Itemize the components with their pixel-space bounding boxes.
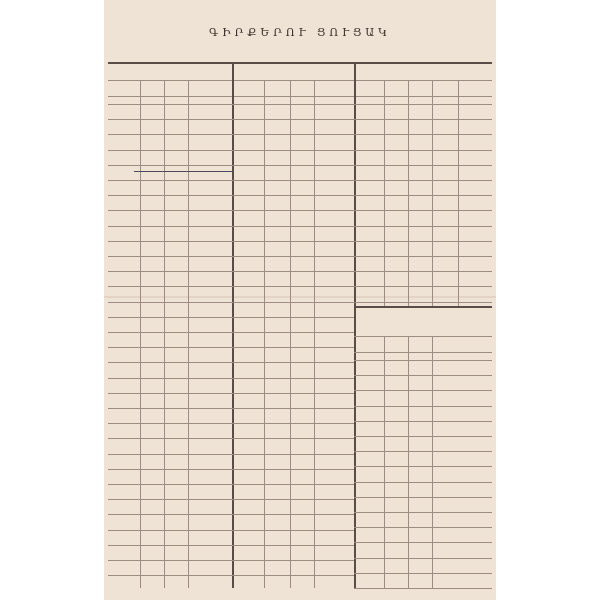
lower-row-rule	[354, 360, 492, 361]
section-2-col-line-2	[290, 80, 291, 588]
row-rule	[354, 134, 492, 135]
lower-block-top-rule	[354, 306, 492, 308]
row-rule	[354, 104, 492, 105]
page-title: ԳԻՐՔԵՐՈՒ ՑՈՒՑԱԿ	[209, 26, 391, 39]
row-rule	[108, 560, 354, 561]
table-top-rule	[108, 62, 492, 64]
lower-row-rule	[354, 497, 492, 498]
row-rule	[354, 271, 492, 272]
row-rule	[108, 150, 354, 151]
row-rule	[108, 484, 354, 485]
row-rule	[108, 119, 354, 120]
row-rule	[354, 226, 492, 227]
row-rule	[108, 393, 354, 394]
row-rule	[354, 165, 492, 166]
row-rule	[108, 210, 354, 211]
row-rule	[108, 271, 354, 272]
row-rule	[354, 302, 492, 303]
row-rule	[354, 241, 492, 242]
row-rule	[354, 119, 492, 120]
subheader-rule	[108, 96, 492, 97]
row-rule	[108, 241, 354, 242]
section-3-col-line-4	[458, 80, 459, 306]
section-divider-2	[354, 62, 356, 588]
row-rule	[354, 195, 492, 196]
lower-header-rule	[354, 336, 492, 337]
section-1-col-line-2	[164, 80, 165, 588]
section-3-col-line-1	[384, 80, 385, 306]
row-rule	[108, 134, 354, 135]
section-4-col-line-1	[384, 336, 385, 588]
row-rule	[108, 408, 354, 409]
row-rule	[108, 180, 354, 181]
row-rule	[354, 286, 492, 287]
row-rule	[354, 150, 492, 151]
row-rule	[108, 347, 354, 348]
lower-row-rule	[354, 451, 492, 452]
row-rule	[108, 286, 354, 287]
row-rule	[354, 180, 492, 181]
lower-row-rule	[354, 558, 492, 559]
lower-row-rule	[354, 588, 492, 589]
row-rule	[108, 256, 354, 257]
header-rule	[108, 80, 492, 81]
row-rule	[108, 195, 354, 196]
lower-subheader-rule	[354, 352, 492, 353]
row-rule	[354, 256, 492, 257]
row-rule	[108, 332, 354, 333]
row-rule	[108, 499, 354, 500]
lower-row-rule	[354, 573, 492, 574]
lower-row-rule	[354, 542, 492, 543]
lower-row-rule	[354, 375, 492, 376]
lower-row-rule	[354, 482, 492, 483]
section-divider-1	[232, 62, 234, 588]
row-rule	[108, 545, 354, 546]
lower-row-rule	[354, 421, 492, 422]
section-4-col-line-2	[408, 336, 409, 588]
lower-row-rule	[354, 527, 492, 528]
row-rule	[108, 423, 354, 424]
section-2-col-line-1	[264, 80, 265, 588]
section-1-col-line-1	[140, 80, 141, 588]
paper-fold	[104, 296, 496, 298]
row-rule	[108, 530, 354, 531]
handwritten-total-rule	[134, 171, 232, 172]
booklist-sheet	[104, 0, 496, 600]
row-rule	[108, 514, 354, 515]
row-rule	[108, 165, 354, 166]
section-2-col-line-3	[314, 80, 315, 588]
section-3-col-line-3	[432, 80, 433, 306]
section-3-col-line-2	[408, 80, 409, 306]
row-rule	[108, 302, 354, 303]
row-rule	[108, 317, 354, 318]
row-rule	[108, 226, 354, 227]
row-rule	[108, 378, 354, 379]
row-rule	[108, 438, 354, 439]
lower-row-rule	[354, 390, 492, 391]
row-rule	[108, 362, 354, 363]
row-rule	[354, 210, 492, 211]
row-rule	[108, 469, 354, 470]
lower-row-rule	[354, 512, 492, 513]
row-rule	[108, 575, 354, 576]
section-4-col-line-3	[432, 336, 433, 588]
row-rule	[108, 104, 354, 105]
lower-row-rule	[354, 466, 492, 467]
row-rule	[108, 454, 354, 455]
section-1-col-line-3	[188, 80, 189, 588]
lower-row-rule	[354, 436, 492, 437]
lower-row-rule	[354, 406, 492, 407]
